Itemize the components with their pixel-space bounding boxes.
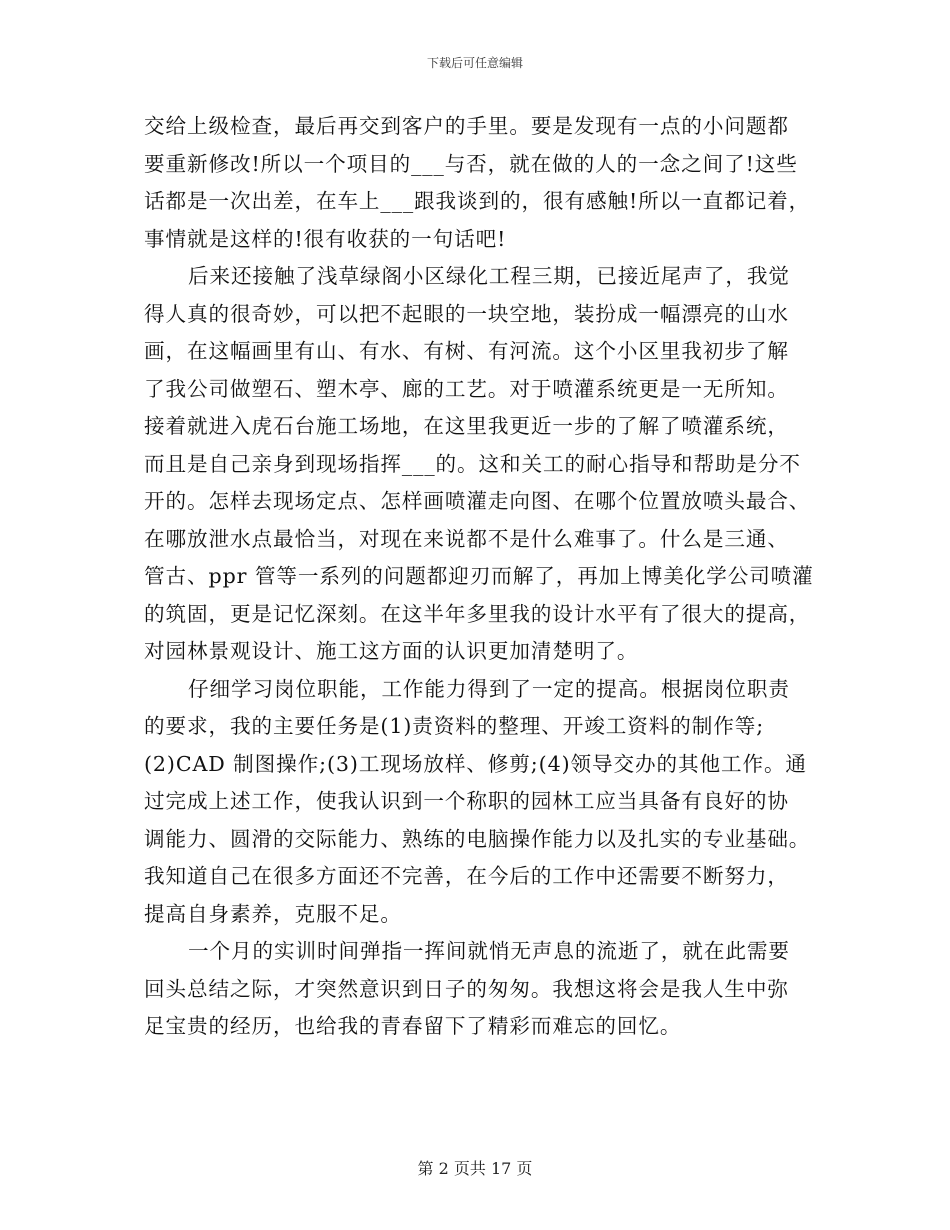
text-line: 的筑固，更是记忆深刻。在这半年多里我的设计水平有了很大的提高， [144, 601, 811, 626]
text-line: 接着就进入虎石台施工场地，在这里我更近一步的了解了喷灌系统， [144, 414, 789, 438]
text-line: 交给上级检查，最后再交到客户的手里。要是发现有一点的小问题都 [144, 114, 789, 138]
text-line: 对园林景观设计、施工这方面的认识更加清楚明了。 [144, 639, 639, 663]
text-line: 画，在这幅画里有山、有水、有树、有河流。这个小区里我初步了解 [144, 339, 789, 363]
text-line: 在哪放泄水点最恰当，对现在来说都不是什么难事了。什么是三通、 [144, 526, 789, 551]
text-line: 而且是自己亲身到现场指挥___的。这和关工的耐心指导和帮助是分不 [144, 451, 801, 476]
paragraph [144, 933, 812, 1046]
text-line: 过完成上述工作，使我认识到一个称职的园林工应当具备有良好的协 [144, 789, 789, 813]
text-line: 提高自身素养，克服不足。 [144, 901, 402, 926]
text-line: 回头总结之际，才突然意识到日子的匆匆。我想这将会是我人生中弥 [144, 976, 789, 1001]
text-line: 调能力、圆滑的交际能力、熟练的电脑操作能力以及扎实的专业基础。 [144, 826, 811, 851]
page-number: 第 2 页共 17 页 [417, 1159, 533, 1178]
text-line: 了我公司做塑石、塑木亭、廊的工艺。对于喷灌系统更是一无所知。 [144, 376, 789, 401]
document-body [144, 108, 812, 1046]
text-line: 足宝贵的经历，也给我的青春留下了精彩而难忘的回忆。 [144, 1014, 682, 1038]
paragraph [144, 671, 812, 934]
text-line: 事情就是这样的!很有收获的一句话吧! [144, 226, 507, 251]
text-line: 要重新修改!所以一个项目的___与否，就在做的人的一念之间了!这些 [144, 151, 798, 176]
text-line: 一个月的实训时间弹指一挥间就悄无声息的流逝了，就在此需要 [188, 939, 790, 963]
text-line: 仔细学习岗位职能，工作能力得到了一定的提高。根据岗位职责 [188, 676, 790, 701]
text-line: 后来还接触了浅草绿阁小区绿化工程三期，已接近尾声了，我觉 [188, 264, 790, 288]
page-header: 下载后可任意编辑 [426, 56, 523, 70]
text-line: (2)CAD 制图操作;(3)工现场放样、修剪;(4)领导交办的其他工作。通 [144, 751, 807, 776]
text-line: 开的。怎样去现场定点、怎样画喷灌走向图、在哪个位置放喷头最合、 [144, 489, 811, 513]
text-line: 的要求，我的主要任务是(1)责资料的整理、开竣工资料的制作等; [144, 714, 765, 738]
text-line: 管古、ppr 管等一系列的问题都迎刃而解了，再加上博美化学公司喷灌 [144, 564, 814, 588]
paragraph [144, 108, 812, 258]
text-line: 我知道自己在很多方面还不完善，在今后的工作中还需要不断努力， [144, 864, 789, 888]
text-line: 得人真的很奇妙，可以把不起眼的一块空地，装扮成一幅漂亮的山水 [144, 301, 789, 326]
text-line: 话都是一次出差，在车上___跟我谈到的，很有感触!所以一直都记着， [144, 189, 811, 213]
paragraph [144, 258, 812, 671]
